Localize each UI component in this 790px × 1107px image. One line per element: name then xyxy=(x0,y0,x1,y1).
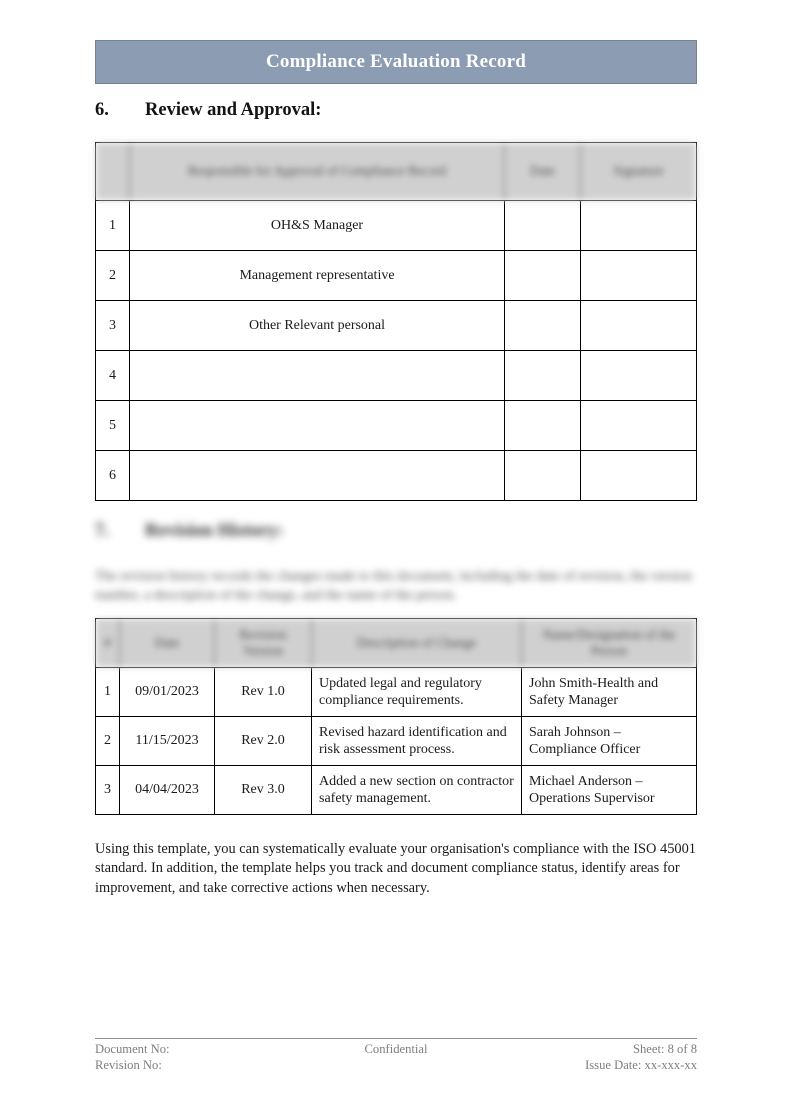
footer-document-no: Document No: xyxy=(95,1042,170,1056)
responsible-cell xyxy=(129,351,504,400)
revision-header-version-cell: Revision Version xyxy=(214,619,311,667)
approval-header-num-cell xyxy=(96,143,129,200)
revision-header-num-cell: # xyxy=(104,634,111,650)
revision-date-cell: 11/15/2023 xyxy=(119,717,214,765)
approval-table-header-blurred xyxy=(96,143,696,200)
approval-table-row xyxy=(96,350,696,400)
revision-version-cell: Rev 2.0 xyxy=(214,717,311,765)
footer-right xyxy=(427,1042,697,1073)
responsible-cell: OH&S Manager xyxy=(129,201,504,250)
responsible-cell: Other Relevant personal xyxy=(129,301,504,350)
section-6-title: Review and Approval: xyxy=(145,100,322,120)
date-cell xyxy=(504,251,580,300)
revision-table-header-blurred xyxy=(96,619,696,667)
date-cell xyxy=(504,301,580,350)
signature-cell xyxy=(580,351,696,400)
footer-left xyxy=(95,1042,365,1073)
revision-version-cell: Rev 1.0 xyxy=(214,668,311,716)
revision-table-row xyxy=(96,716,696,765)
approval-table-row xyxy=(96,400,696,450)
signature-cell xyxy=(580,251,696,300)
revision-name-cell: Sarah Johnson – Compliance Officer xyxy=(521,717,696,765)
document-title-banner xyxy=(95,40,697,84)
revision-table-row xyxy=(96,667,696,716)
footer-issue-date: Issue Date: xx-xxx-xx xyxy=(585,1057,697,1072)
row-number-cell: 1 xyxy=(104,684,111,700)
date-cell xyxy=(504,401,580,450)
revision-history-table xyxy=(95,618,697,815)
section-7-heading-blurred xyxy=(95,521,283,542)
approval-table-row xyxy=(96,200,696,250)
signature-cell xyxy=(580,451,696,500)
responsible-cell: Management representative xyxy=(129,251,504,300)
date-cell xyxy=(504,351,580,400)
revision-description-cell: Revised hazard identification and risk assessment process. xyxy=(311,717,521,765)
revision-header-date-cell: Date xyxy=(119,619,214,667)
signature-cell xyxy=(580,401,696,450)
revision-description-cell: Updated legal and regulatory compliance requirements. xyxy=(311,668,521,716)
revision-date-cell: 04/04/2023 xyxy=(119,766,214,814)
section-6-heading xyxy=(95,100,321,121)
approval-table-row xyxy=(96,450,696,500)
page-footer xyxy=(95,1038,697,1073)
revision-description-cell: Added a new section on contractor safety management. xyxy=(311,766,521,814)
row-number-cell: 3 xyxy=(104,782,111,798)
revision-name-cell: Michael Anderson – Operations Supervisor xyxy=(521,766,696,814)
row-number-cell: 4 xyxy=(109,367,116,383)
revision-name-cell: John Smith-Health and Safety Manager xyxy=(521,668,696,716)
revision-table-row xyxy=(96,765,696,814)
date-cell xyxy=(504,451,580,500)
approval-header-date-cell: Date xyxy=(504,143,580,200)
signature-cell xyxy=(580,301,696,350)
row-number-cell: 3 xyxy=(109,317,116,333)
document-title: Compliance Evaluation Record xyxy=(266,51,526,72)
revision-header-description-cell: Description of Change xyxy=(311,619,521,667)
revision-date-cell: 09/01/2023 xyxy=(119,668,214,716)
approval-header-responsible-cell: Responsible for Approval of Compliance Record xyxy=(129,143,504,200)
section-7-number: 7. xyxy=(95,521,109,541)
row-number-cell: 5 xyxy=(109,417,116,433)
approval-table xyxy=(95,142,697,501)
revision-version-cell: Rev 3.0 xyxy=(214,766,311,814)
row-number-cell: 1 xyxy=(109,217,116,233)
responsible-cell xyxy=(129,451,504,500)
revision-header-name-cell: Name/Designation of the Person xyxy=(521,619,696,667)
closing-paragraph: Using this template, you can systematically evaluate your organisation's compliance with the ISO 45001 standard. In addition, the template helps you track and document compliance status, identify areas for improvement, and take corrective actions when necessary. xyxy=(95,841,697,896)
approval-table-row xyxy=(96,250,696,300)
approval-header-signature-cell: Signature xyxy=(580,143,696,200)
row-number-cell: 2 xyxy=(109,267,116,283)
row-number-cell: 6 xyxy=(109,467,116,483)
row-number-cell: 2 xyxy=(104,733,111,749)
section-7-paragraph-blurred: The revision history records the changes made to this document, including the date of revision, the version number, a description of the change, and the name of the person. xyxy=(95,569,693,603)
signature-cell xyxy=(580,201,696,250)
footer-revision-no: Revision No: xyxy=(95,1057,162,1072)
responsible-cell xyxy=(129,401,504,450)
date-cell xyxy=(504,201,580,250)
footer-confidential: Confidential xyxy=(364,1042,428,1056)
approval-table-row xyxy=(96,300,696,350)
section-6-number: 6. xyxy=(95,100,109,120)
footer-sheet: Sheet: 8 of 8 xyxy=(632,1042,697,1056)
section-7-title: Revision History: xyxy=(145,521,284,541)
